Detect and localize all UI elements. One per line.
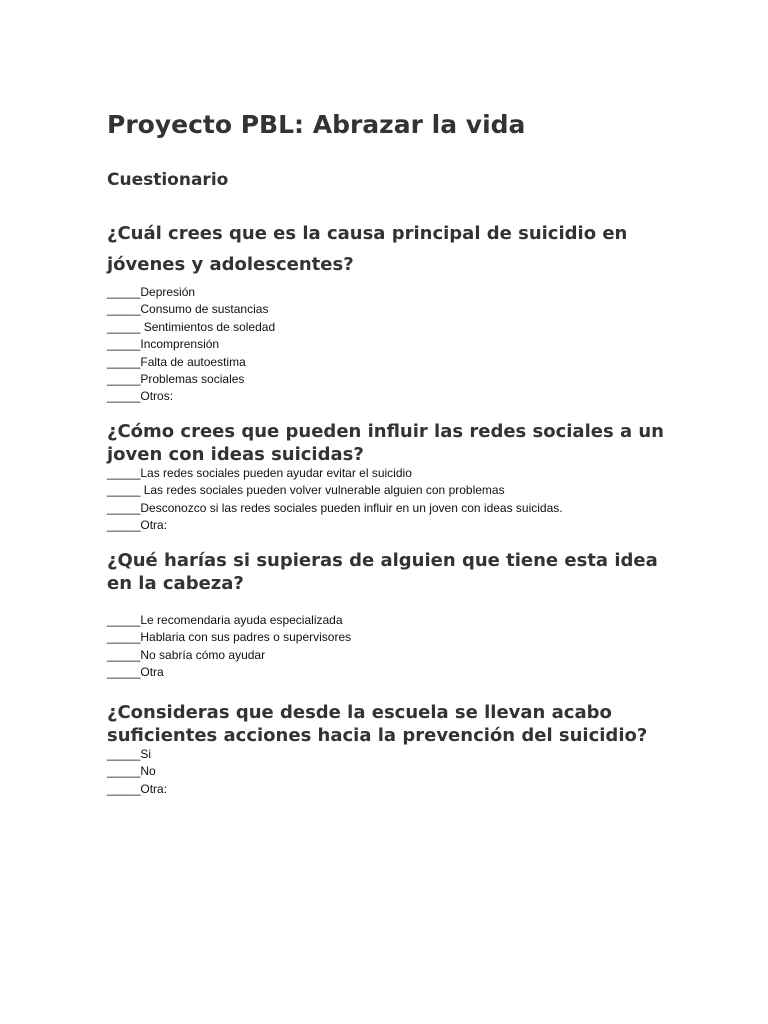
option-item: _____ Sentimientos de soledad <box>107 319 276 334</box>
option-item: _____Si <box>107 747 152 761</box>
option-item: _____Problemas sociales <box>107 371 245 386</box>
option-item: _____Falta de autoestima <box>107 354 246 369</box>
option-item: _____Incomprensión <box>107 337 220 352</box>
option-item: _____Le recomendaria ayuda especializada <box>107 613 343 627</box>
option-item: _____Consumo de sustancias <box>107 302 269 317</box>
document-subtitle: Cuestionario <box>107 170 229 190</box>
question-4: ¿Consideras que desde la escuela se llevan acabo suficientes acciones hacia la prevención del suicidio? <box>107 702 648 746</box>
option-item: _____Otra: <box>107 781 168 796</box>
option-item: _____Otra <box>107 665 164 680</box>
option-item: _____Desconozco si las redes sociales pueden influir en un joven con ideas suicidas. <box>107 500 563 515</box>
question-3: ¿Qué harías si supieras de alguien que tiene esta idea en la cabeza? <box>107 550 658 594</box>
option-item: _____Depresión <box>107 285 196 299</box>
option-item: _____Hablaria con sus padres o supervisores <box>107 630 352 645</box>
question-1: ¿Cuál crees que es la causa principal de suicidio en jóvenes y adolescentes? <box>107 223 628 275</box>
option-item: _____Otros: <box>107 389 174 404</box>
question-3-options <box>107 612 351 682</box>
option-item: _____No <box>107 764 156 779</box>
question-2-options <box>107 465 563 535</box>
question-1-options <box>107 284 275 406</box>
question-4-options <box>107 746 167 798</box>
option-item: _____Otra: <box>107 518 168 533</box>
option-item: _____ Las redes sociales pueden volver vulnerable alguien con problemas <box>107 483 505 498</box>
option-item: _____No sabría cómo ayudar <box>107 647 266 662</box>
document-title: Proyecto PBL: Abrazar la vida <box>107 110 526 139</box>
option-item: _____Las redes sociales pueden ayudar evitar el suicidio <box>107 466 412 480</box>
question-2: ¿Cómo crees que pueden influir las redes sociales a un joven con ideas suicidas? <box>107 421 664 465</box>
